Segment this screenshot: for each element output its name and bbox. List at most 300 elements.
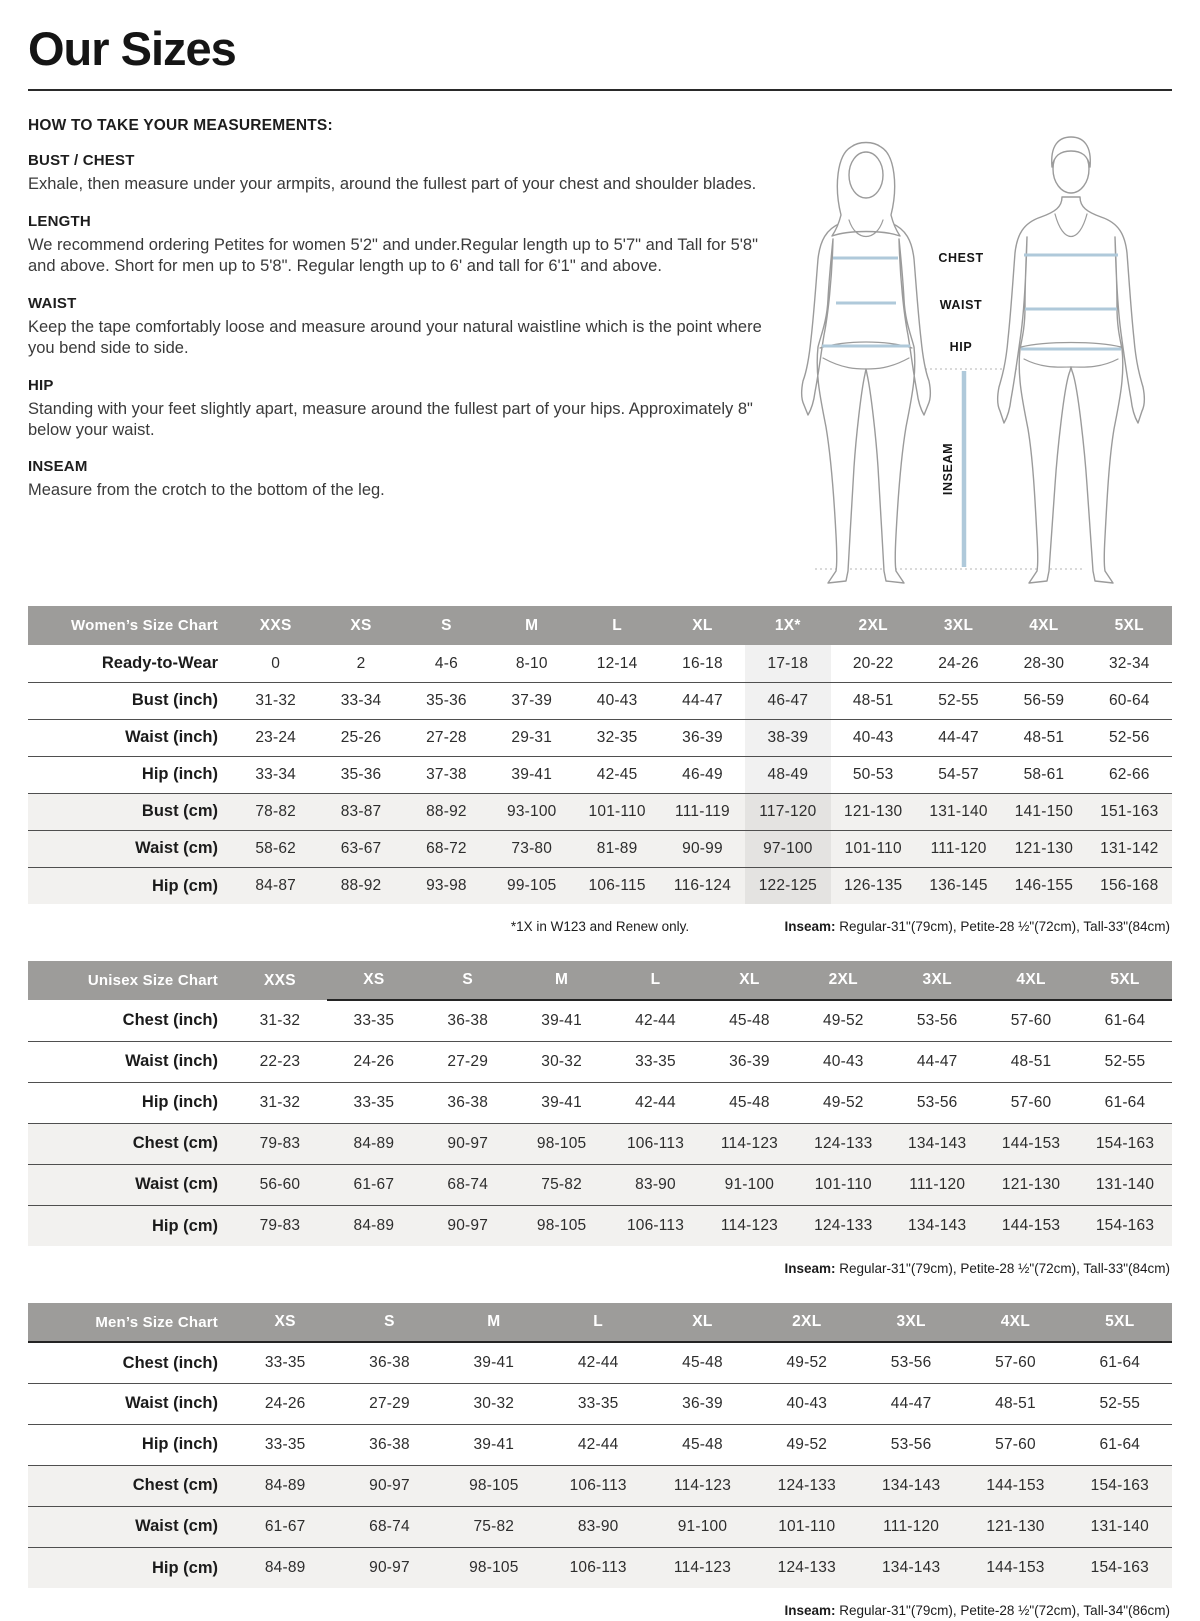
size-cell: 49-52 [786,1354,828,1372]
size-cell: 60-64 [1108,691,1150,709]
size-cell: 4-6 [434,654,458,672]
size-cell: 44-47 [890,1394,932,1412]
size-cell: 50-53 [852,765,894,783]
size-cell: 27-29 [369,1394,410,1412]
size-cell: 131-142 [1100,839,1159,857]
size-chart-men [28,1303,1172,1621]
size-cell: 126-135 [844,877,903,895]
size-cell: 39-41 [541,1012,582,1030]
column-header: XXS [233,961,327,1000]
column-header: XS [327,961,421,1000]
size-cell: 91-100 [724,1175,775,1193]
size-cell: 24-26 [353,1052,395,1070]
size-cell: 20-22 [852,654,894,672]
size-cell: 101-110 [588,802,646,820]
column-header: XL [660,606,745,645]
size-cell: 24-26 [264,1394,306,1412]
table-row [28,1082,1172,1123]
size-cell: 33-35 [635,1052,676,1070]
size-cell: 33-35 [353,1012,395,1030]
size-cell: 49-52 [786,1435,828,1453]
row-label: Hip (cm) [152,1216,218,1235]
size-cell: 37-39 [511,691,553,709]
column-header: L [574,606,659,645]
size-cell: 75-82 [473,1517,515,1535]
section-heading: LENGTH [28,212,91,230]
table-row [28,1123,1172,1164]
size-cell: 124-133 [814,1134,873,1152]
size-cell: 90-97 [369,1476,410,1494]
male-figure [998,137,1145,583]
size-cell: 84-89 [353,1134,395,1152]
table-row [28,1041,1172,1082]
female-figure [802,143,931,584]
size-cell: 57-60 [1010,1093,1052,1111]
column-header: 2XL [831,606,916,645]
table-row [28,830,1172,867]
size-chart-table [28,606,1172,904]
column-header: 3XL [859,1303,963,1342]
size-cell: 83-87 [340,802,382,820]
size-cell: 73-80 [511,839,553,857]
size-cell: 53-56 [916,1093,958,1111]
size-cell: 81-89 [596,839,638,857]
column-header: 4XL [1001,606,1086,645]
size-cell: 46-49 [682,765,723,783]
column-header: 2XL [755,1303,859,1342]
table-row [28,1205,1172,1246]
size-cell: 27-28 [426,728,467,746]
column-header: 4XL [984,961,1078,1000]
size-cell: 114-123 [720,1134,778,1152]
size-cell: 111-120 [930,839,987,857]
size-cell: 48-51 [1010,1052,1052,1070]
size-cell: 16-18 [682,654,723,672]
size-cell: 40-43 [786,1394,828,1412]
size-cell: 63-67 [340,839,382,857]
size-cell: 36-38 [447,1093,489,1111]
size-cell: 91-100 [677,1517,728,1535]
size-cell: 30-32 [541,1052,582,1070]
column-header: S [421,961,515,1000]
size-cell: 111-120 [883,1517,940,1535]
size-cell: 56-60 [259,1175,301,1193]
size-chart-table [28,961,1172,1246]
size-cell: 93-100 [507,802,557,820]
section-heading: INSEAM [28,458,88,476]
size-cell: 134-143 [908,1134,967,1152]
size-cell: 36-39 [682,1394,723,1412]
instruction-sections [28,152,764,502]
size-cell: 57-60 [995,1435,1036,1453]
table-row [28,719,1172,756]
table-notes [28,1261,1172,1279]
size-cell: 33-35 [264,1435,306,1453]
size-cell: 84-89 [264,1476,306,1494]
size-cell: 134-143 [908,1217,967,1235]
size-cell: 106-113 [569,1476,627,1494]
column-header: M [515,961,609,1000]
size-cell: 134-143 [881,1476,941,1494]
row-label: Chest (inch) [122,1011,218,1030]
inseam-note: Inseam: Regular-31"(79cm), Petite-28 ½"(72cm), Tall-34"(86cm) [784,1603,1170,1619]
size-cell: 40-43 [852,728,894,746]
size-cell: 98-105 [536,1217,587,1235]
row-label: Chest (inch) [122,1353,218,1372]
size-cell: 88-92 [426,802,467,820]
table-row [28,1164,1172,1205]
size-cell: 122-125 [745,867,830,904]
size-cell: 90-97 [369,1559,410,1577]
size-cell: 78-82 [255,802,296,820]
column-header: XS [233,1303,337,1342]
size-cell: 75-82 [541,1175,582,1193]
size-cell: 131-140 [1090,1517,1149,1535]
table-row [28,1342,1172,1383]
size-cell: 84-87 [255,877,296,895]
size-cell: 33-35 [353,1093,395,1111]
size-cell: 84-89 [353,1217,395,1235]
size-cell: 101-110 [814,1175,872,1193]
size-cell: 116-124 [673,877,732,895]
size-cell: 58-62 [255,839,296,857]
size-cell: 48-51 [852,691,894,709]
size-cell: 154-163 [1090,1476,1149,1494]
size-cell: 58-61 [1023,765,1065,783]
inseam-note: Inseam: Regular-31"(79cm), Petite-28 ½"(72cm), Tall-33"(84cm) [784,919,1170,935]
size-cell: 134-143 [881,1559,941,1577]
size-cell: 32-34 [1108,654,1150,672]
size-cell: 90-97 [447,1217,489,1235]
size-cell: 52-55 [1099,1394,1141,1412]
size-cell: 101-110 [778,1517,836,1535]
size-cell: 79-83 [259,1134,301,1152]
size-cell: 53-56 [916,1012,958,1030]
size-cell: 36-38 [447,1012,489,1030]
table-row [28,867,1172,904]
row-label: Hip (cm) [152,1558,218,1577]
size-cell: 49-52 [822,1012,864,1030]
size-cell: 42-45 [596,765,638,783]
size-cell: 17-18 [745,645,830,682]
size-cell: 154-163 [1090,1559,1149,1577]
size-cell: 106-113 [626,1134,685,1152]
size-cell: 154-163 [1095,1217,1155,1235]
size-chart-table [28,1303,1172,1588]
column-header: 3XL [916,606,1001,645]
size-cell: 49-52 [822,1093,864,1111]
size-cell: 48-51 [1023,728,1065,746]
row-label: Waist (inch) [125,1394,218,1413]
size-cell: 124-133 [814,1217,873,1235]
size-cell: 156-168 [1100,877,1159,895]
column-header: M [442,1303,546,1342]
column-header: 5XL [1068,1303,1172,1342]
size-cell: 56-59 [1023,691,1065,709]
size-cell: 40-43 [596,691,638,709]
chest-label: CHEST [938,251,984,266]
waist-label: WAIST [939,298,983,313]
size-cell: 42-44 [577,1354,619,1372]
size-cell: 31-32 [259,1011,301,1029]
size-cell: 111-120 [909,1175,966,1193]
size-cell: 121-130 [844,802,903,820]
size-cell: 37-38 [426,765,467,783]
measurement-instructions [28,115,770,508]
size-cell: 33-35 [264,1354,306,1372]
size-cell: 146-155 [1014,877,1074,895]
title-divider [28,89,1172,91]
size-cell: 52-56 [1108,728,1150,746]
size-cell: 39-41 [473,1435,515,1453]
size-cell: 99-105 [507,877,557,895]
column-header: XS [318,606,403,645]
section-body: Keep the tape comfortably loose and measure around your natural waistline which is the point where you bend side to side. [28,317,762,358]
section-heading: WAIST [28,294,77,312]
size-cell: 124-133 [777,1559,836,1577]
size-tables [28,606,1172,1621]
size-cell: 39-41 [473,1354,515,1372]
size-cell: 93-98 [426,877,467,895]
size-cell: 31-32 [255,691,296,709]
row-label: Hip (inch) [141,765,218,784]
size-cell: 121-130 [1001,1175,1061,1193]
size-cell: 83-90 [577,1517,619,1535]
size-cell: 27-29 [447,1052,489,1070]
table-row [28,1000,1172,1041]
size-cell: 90-97 [447,1134,489,1152]
size-cell: 28-30 [1023,654,1065,672]
size-cell: 53-56 [890,1435,932,1453]
column-header: L [609,961,703,1000]
section-body: We recommend ordering Petites for women 5'2" and under.Regular length up to 5'7" and Tall for 5'8" and above. Short for men up to 5'8". Regular length up to 6' and tall for 6'1" and above. [28,235,758,276]
size-cell: 68-74 [369,1517,410,1535]
size-cell: 61-64 [1099,1354,1141,1372]
size-cell: 54-57 [938,765,979,783]
size-cell: 101-110 [844,839,902,857]
table-title: Unisex Size Chart [28,961,233,1000]
size-cell: 61-67 [264,1517,306,1535]
size-cell: 144-153 [1001,1217,1061,1235]
row-label: Hip (inch) [141,1093,218,1112]
size-cell: 44-47 [916,1052,958,1070]
inseam-note: Inseam: Regular-31"(79cm), Petite-28 ½"(72cm), Tall-33"(84cm) [784,1261,1170,1277]
size-cell: 36-38 [369,1435,410,1453]
row-label: Waist (cm) [135,839,218,858]
table-row [28,1465,1172,1506]
size-cell: 141-150 [1014,802,1074,820]
row-label: Waist (inch) [125,728,218,747]
table-row [28,1424,1172,1465]
size-cell: 136-145 [929,877,988,895]
size-cell: 68-72 [426,839,467,857]
size-cell: 121-130 [986,1517,1045,1535]
size-cell: 124-133 [777,1476,836,1494]
size-cell: 79-83 [259,1217,301,1235]
row-label: Hip (cm) [152,876,218,895]
size-cell: 33-34 [340,691,382,709]
size-cell: 61-67 [353,1175,395,1193]
top-section [28,115,1172,600]
size-cell: 42-44 [635,1012,676,1030]
size-cell: 48-49 [745,756,830,793]
size-chart-unisex [28,961,1172,1279]
size-cell: 97-100 [745,830,830,867]
size-cell: 32-35 [596,728,638,746]
table-title: Men’s Size Chart [28,1303,233,1342]
size-cell: 114-123 [673,1476,732,1494]
page-title: Our Sizes [28,22,236,75]
column-header: M [489,606,574,645]
column-header: 2XL [796,961,890,1000]
table-title: Women’s Size Chart [28,606,233,645]
size-cell: 33-34 [255,765,296,783]
size-cell: 45-48 [729,1012,770,1030]
size-cell: 151-163 [1100,802,1159,820]
size-cell: 114-123 [720,1217,778,1235]
size-cell: 131-140 [929,802,988,820]
size-cell: 44-47 [682,691,723,709]
column-header: 5XL [1087,606,1172,645]
inseam-label: INSEAM [941,443,955,496]
size-cell: 12-14 [596,654,638,672]
size-cell: 84-89 [264,1559,306,1577]
table-notes [28,1603,1172,1621]
row-label: Waist (cm) [135,1517,218,1536]
size-cell: 88-92 [340,877,382,895]
size-cell: 45-48 [682,1354,723,1372]
instructions-heading: HOW TO TAKE YOUR MEASUREMENTS: [28,117,333,135]
measurement-diagram [770,117,1172,600]
size-cell: 46-47 [745,682,830,719]
table-notes [28,919,1172,937]
size-cell: 38-39 [745,719,830,756]
size-cell: 61-64 [1104,1012,1146,1030]
table-row [28,793,1172,830]
size-cell: 68-74 [447,1175,489,1193]
column-header: 3XL [890,961,984,1000]
table-footnote: *1X in W123 and Renew only. [510,919,690,935]
size-cell: 39-41 [511,765,553,783]
size-cell: 111-119 [675,802,730,820]
size-cell: 42-44 [577,1435,619,1453]
size-cell: 45-48 [729,1093,770,1111]
row-label: Ready-to-Wear [101,654,218,673]
size-cell: 45-48 [682,1435,723,1453]
size-cell: 25-26 [340,728,382,746]
size-cell: 24-26 [938,654,979,672]
column-header: XL [650,1303,754,1342]
size-cell: 83-90 [635,1175,676,1193]
size-cell: 98-105 [469,1559,519,1577]
section-body: Standing with your feet slightly apart, measure around the fullest part of your hips. Approximately 8" below your waist. [28,399,753,439]
size-cell: 36-39 [729,1052,770,1070]
size-cell: 57-60 [995,1354,1036,1372]
size-cell: 98-105 [469,1476,519,1494]
size-cell: 40-43 [822,1052,864,1070]
row-label: Bust (cm) [141,802,218,821]
size-cell: 53-56 [890,1354,932,1372]
row-label: Chest (cm) [132,1476,218,1495]
table-row [28,682,1172,719]
body-measurement-illustration [770,117,1172,595]
size-cell: 2 [356,654,366,672]
size-cell: 35-36 [340,765,382,783]
size-cell: 131-140 [1095,1175,1155,1193]
table-row [28,1383,1172,1424]
size-cell: 22-23 [259,1052,301,1070]
table-row [28,1506,1172,1547]
size-cell: 42-44 [635,1093,676,1111]
size-cell: 31-32 [259,1093,301,1111]
size-cell: 57-60 [1010,1012,1052,1030]
hip-label: HIP [949,340,973,355]
size-cell: 62-66 [1108,765,1150,783]
size-cell: 154-163 [1095,1134,1155,1152]
size-cell: 8-10 [515,654,548,672]
size-cell: 36-39 [682,728,723,746]
size-cell: 33-35 [577,1394,619,1412]
column-header: L [546,1303,650,1342]
size-cell: 144-153 [1001,1134,1061,1152]
size-cell: 121-130 [1014,839,1074,857]
size-cell: 61-64 [1104,1093,1146,1111]
row-label: Waist (cm) [135,1175,218,1194]
size-cell: 98-105 [536,1134,587,1152]
table-row [28,645,1172,682]
table-row [28,1547,1172,1588]
section-heading: BUST / CHEST [28,152,135,170]
section-body: Measure from the crotch to the bottom of the leg. [28,481,385,500]
row-label: Hip (inch) [141,1435,218,1454]
size-cell: 52-55 [1104,1052,1146,1070]
size-cell: 144-153 [986,1559,1045,1577]
size-cell: 114-123 [673,1559,732,1577]
size-cell: 144-153 [986,1476,1045,1494]
size-cell: 30-32 [473,1394,515,1412]
female-face [849,152,883,198]
table-row [28,756,1172,793]
column-header: XXS [233,606,318,645]
column-header: XL [702,961,796,1000]
size-cell: 35-36 [426,691,467,709]
size-cell: 106-115 [588,877,646,895]
size-cell: 61-64 [1099,1435,1141,1453]
size-cell: 44-47 [938,728,979,746]
column-header: S [404,606,489,645]
size-cell: 106-113 [569,1559,627,1577]
size-cell: 117-120 [745,793,830,830]
size-chart-women [28,606,1172,937]
size-cell: 36-38 [369,1354,410,1372]
size-cell: 90-99 [682,839,723,857]
size-cell: 39-41 [541,1093,582,1111]
row-label: Chest (cm) [132,1134,218,1153]
column-header: 1X* [745,606,830,645]
section-body: Exhale, then measure under your armpits, around the fullest part of your chest and shoulder blades. [28,175,757,194]
size-cell: 48-51 [995,1394,1036,1412]
size-cell: 23-24 [255,728,296,746]
column-header: 4XL [963,1303,1067,1342]
row-label: Bust (inch) [131,691,218,710]
column-header: S [337,1303,441,1342]
column-header: 5XL [1078,961,1172,1000]
size-cell: 0 [271,654,281,672]
section-heading: HIP [28,376,54,394]
row-label: Waist (inch) [125,1052,218,1071]
size-cell: 106-113 [626,1217,685,1235]
size-cell: 29-31 [511,728,553,746]
